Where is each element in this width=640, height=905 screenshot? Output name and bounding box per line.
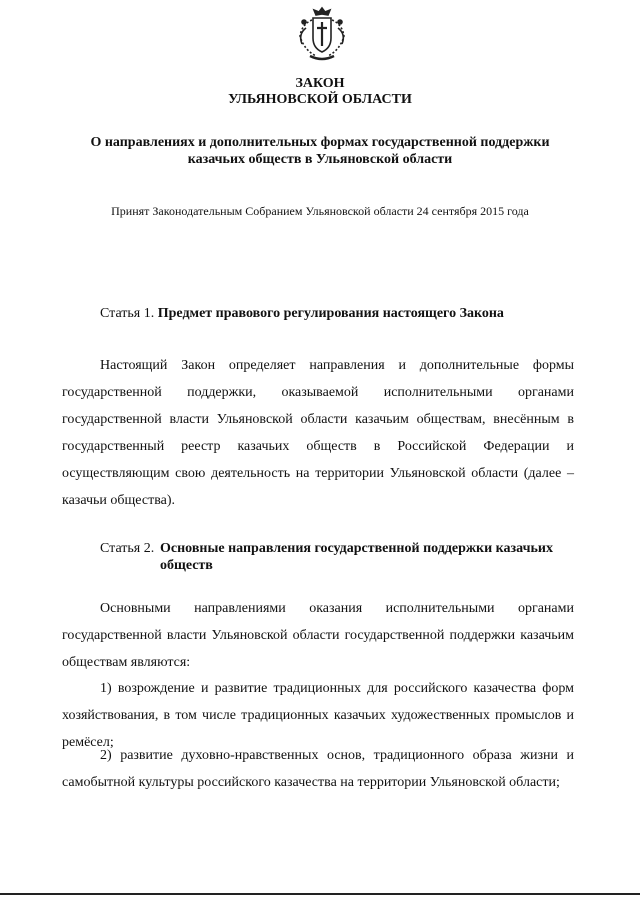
article-1-title: Предмет правового регулирования настоящего Закона (157, 306, 504, 321)
article-1-heading (100, 305, 504, 322)
law-title-line2: казачьих обществ в Ульяновской области (187, 152, 453, 167)
article-2-title-line2: обществ (160, 558, 213, 573)
page-bottom-rule (0, 893, 640, 895)
article-1-number: Статья 1. (100, 306, 155, 321)
law-title-line1: О направлениях и дополнительных формах государственной поддержки (90, 135, 550, 150)
article-2-heading (100, 540, 553, 574)
article-2-item-2: 2) развитие духовно-нравственных основ, традиционного образа жизни и самобытной культуры российского казачества на территории Ульяновской области; (62, 748, 574, 790)
law-title (0, 134, 640, 168)
adoption-note: Принят Законодательным Собранием Ульяновской области 24 сентября 2015 года (111, 204, 529, 218)
article-2-paragraph: Основными направлениями оказания исполнительными органами государственной власти Ульяновской области государственной поддержки казачьим обществам являются: (62, 601, 574, 670)
law-region: УЛЬЯНОВСКОЙ ОБЛАСТИ (228, 92, 412, 107)
article-1-paragraph: Настоящий Закон определяет направления и дополнительные формы государственной поддержки, оказываемой исполнительными органами государственной власти Ульяновской области казачьим обществам, внесённым в государственный реестр казачьих обществ в Российской Федерации и осуществляющим свою деятельность на территории Ульяновской области (далее – казачьи общества). (62, 358, 574, 508)
article-2-number: Статья 2. (100, 541, 155, 556)
article-2-title-line1: Основные направления государственной поддержки казачьих (160, 541, 553, 556)
law-type: ЗАКОН (295, 76, 345, 91)
article-2-item-1: 1) возрождение и развитие традиционных для российского казачества форм хозяйствования, в том числе традиционных казачьих художественных промыслов и ремёсел; (62, 681, 574, 750)
coat-of-arms-icon (292, 4, 352, 64)
